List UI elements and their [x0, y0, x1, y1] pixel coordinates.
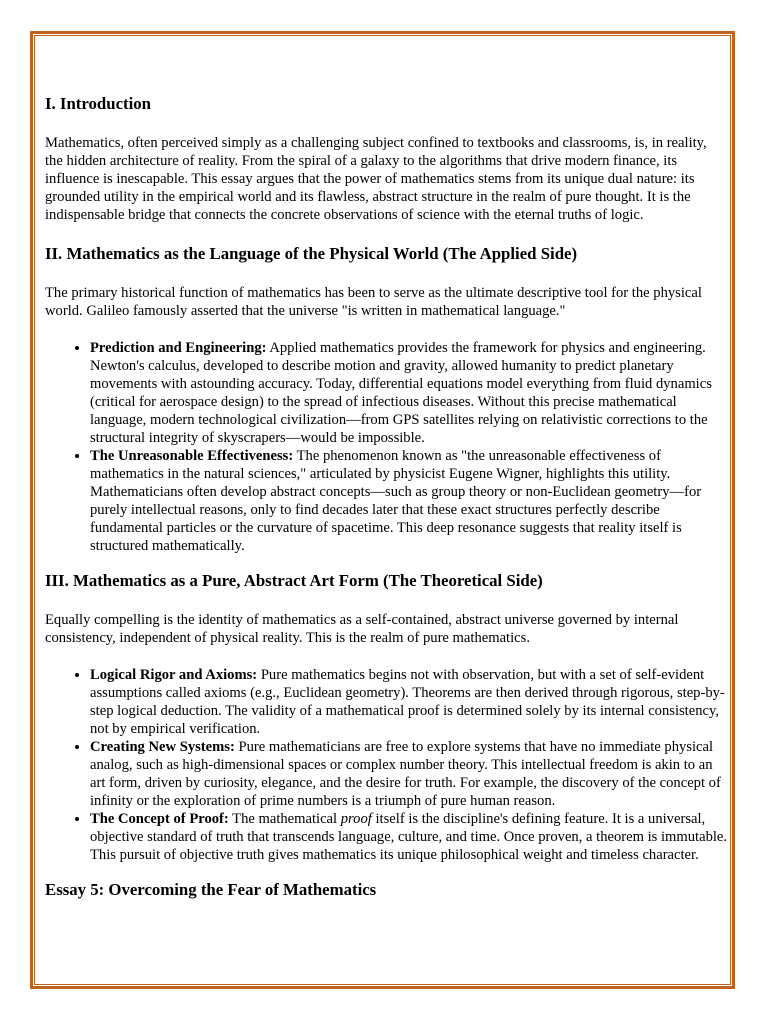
list-item-term: Creating New Systems: [90, 739, 235, 755]
introduction-paragraph: Mathematics, often perceived simply as a challenging subject confined to textbooks and classrooms, is, in reality, the hidden architecture of reality. From the spiral of a galaxy to the algorithms that drive modern finance, its influence is inescapable. This essay argues that the power of mathematics stems from its unique dual nature: its grounded utility in the empirical world and its flawless, abstract structure in the realm of pure thought. It is the indispensable bridge that connects the concrete observations of science with the eternal truths of logic. [45, 135, 707, 223]
list-item-text: Pure mathematicians are free to explore systems that have no immediate physical analog, such as high-dimensional spaces or complex number theory. This intellectual freedom is akin to an art form, driven by curiosity, elegance, and the desire for truth. For example, the discovery of the concept of infinity or the exploration of prime numbers is a triumph of pure human reason. [90, 739, 721, 809]
list-item-term: The Concept of Proof: [90, 811, 229, 827]
applied-list [45, 339, 728, 555]
list-item [90, 666, 728, 738]
list-item-emphasis: proof [340, 811, 372, 827]
list-item-term: Prediction and Engineering: [90, 340, 267, 356]
list-item-text: Applied mathematics provides the framework for physics and engineering. Newton's calculus, developed to describe motion and gravity, allowed humanity to predict planetary movements with astounding accuracy. Today, differential equations model everything from fluid dynamics (critical for aerospace design) to the spread of infectious diseases. Without this precise mathematical language, modern technological civilization—from GPS satellites relying on relativistic corrections to the structural integrity of skyscrapers—would be impossible. [90, 340, 712, 446]
applied-paragraph: The primary historical function of mathematics has been to serve as the ultimate descriptive tool for the physical world. Galileo famously asserted that the universe "is written in mathematical language." [45, 285, 702, 319]
section-heading-introduction: I. Introduction [45, 94, 151, 113]
list-item [90, 738, 728, 810]
section-heading-theoretical: III. Mathematics as a Pure, Abstract Art Form (The Theoretical Side) [45, 571, 543, 590]
theoretical-list [45, 666, 728, 864]
section-heading-applied: II. Mathematics as the Language of the Physical World (The Applied Side) [45, 244, 578, 263]
list-item-term: Logical Rigor and Axioms: [90, 667, 258, 683]
theoretical-paragraph: Equally compelling is the identity of mathematics as a self-contained, abstract universe governed by internal consistency, independent of physical reality. This is the realm of pure mathematics. [45, 612, 679, 646]
document-body [45, 93, 728, 920]
list-item-term: The Unreasonable Effectiveness: [90, 448, 294, 464]
list-item-text: The mathematical [228, 811, 341, 827]
list-item-text: Pure mathematics begins not with observation, but with a set of self-evident assumptions called axioms (e.g., Euclidean geometry). Theorems are then derived through rigorous, step-by-step logical deduction. The validity of a mathematical proof is determined solely by its internal consistency, not by empirical verification. [90, 667, 725, 737]
list-item-text: itself is the discipline's defining feature. It is a universal, objective standard of truth that transcends language, culture, and time. Once proven, a theorem is immutable. This pursuit of objective truth gives mathematics its unique philosophical weight and timeless character. [90, 811, 728, 863]
list-item [90, 810, 728, 864]
list-item [90, 339, 728, 447]
list-item [90, 447, 728, 555]
section-heading-next-essay: Essay 5: Overcoming the Fear of Mathematics [45, 880, 377, 899]
list-item-text: The phenomenon known as "the unreasonable effectiveness of mathematics in the natural sciences," articulated by physicist Eugene Wigner, highlights this utility. Mathematicians often develop abstract concepts—such as group theory or non-Euclidean geometry—for purely intellectual reasons, only to find decades later that these exact structures perfectly describe fundamental particles or the curvature of spacetime. This deep resonance suggests that reality itself is structured mathematically. [90, 448, 702, 554]
